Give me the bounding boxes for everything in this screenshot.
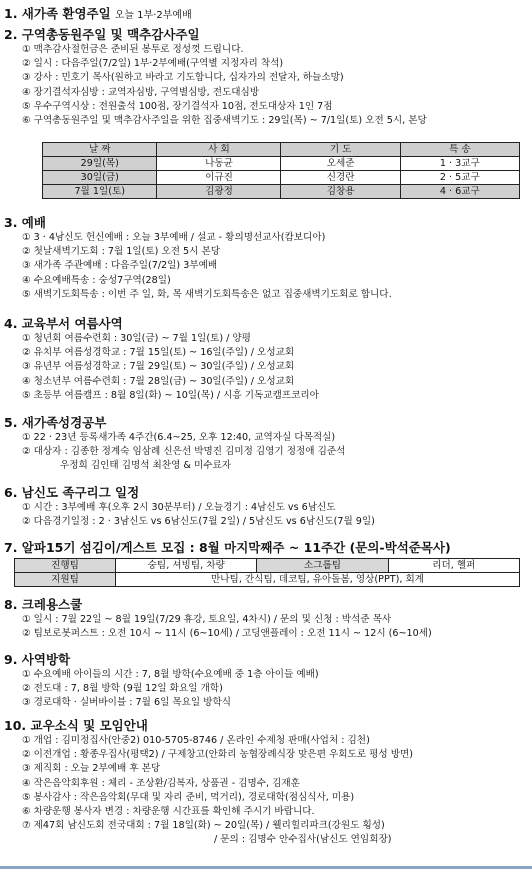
table-cell: 숭팀, 셔빙팀, 차량 [116,559,257,573]
list-item: ⑤ 새벽기도회특송 : 이번 주 일, 화, 목 새벽기도회특송은 없고 집중새벽기도회로 합니다. [22,288,392,300]
table-row [15,559,520,573]
list-item: ② 팀보로봇퍼스트 : 오전 10시 ~ 11시 (6~10세) / 고딩앤플레이 : 오전 11시 ~ 12시 (6~10세) [22,628,432,640]
table-header-row [43,143,520,157]
table-cell: 나동균 [157,157,281,171]
list-item: ③ 새가족 주관예배 : 다음주일(7/2일) 3부예배 [22,260,218,272]
table-cell: 김창용 [281,185,400,199]
list-item: ⑤ 봉사감사 : 작은음악회(무대 및 자리 준비, 먹거리), 경로대학(점심식사, 미용) [22,791,355,803]
list-item-continuation: / 문의 : 김명수 안수집사(남신도 연임회장) [214,834,392,846]
list-item: ④ 청소년부 여름수련회 : 7월 28일(금) ~ 30일(주일) / 오성교회 [22,375,295,387]
list-item: ④ 장기결석자심방 : 교역자심방, 구역별심방, 전도대심방 [22,86,260,98]
list-item: ② 이전개업 : 황종우집사(평택2) / 구제창고(안화리 농협장례식장 맞은편 우회도로 평성 방면) [22,749,413,761]
list-item: ③ 유년부 여름성경학교 : 7월 29일(토) ~ 30일(주일) / 오성교회 [22,361,295,373]
section-alpha-recruit [4,540,528,556]
table-cell: 1 · 3교구 [400,157,519,171]
list-item: ③ 강사 : 민호기 목사(원하고 바라고 기도합니다, 십자가의 전달자, 하늘소망) [22,72,344,84]
list-item-continuation: 우정희 김인태 김명석 최찬영 & 미수료자 [60,460,232,472]
section-title: 3. 예배 [4,215,46,230]
list-item: ① 일시 : 7월 22일 ~ 8월 19일(7/29 휴강, 토요일, 4차시) / 문의 및 신청 : 박석준 목사 [22,614,392,625]
list-item: ② 일시 : 다음주일(7/2일) 1부·2부예배(구역별 지정자리 착석) [22,58,284,70]
list-item: ② 다음경기일정 : 2 · 3남신도 vs 6남신도(7월 2일) / 5남신도 vs 6남신도(7월 9일) [22,516,375,528]
section-title: 5. 새가족성경공부 [4,415,107,430]
list-item: ① 22 · 23년 등록새가족 4주간(6.4~25, 오후 12:40, 교역자실 다목적실) [22,432,336,443]
section-mobilization-sunday [4,27,528,128]
section-heading: 1. 새가족 환영주일 [4,6,111,21]
list-item: ③ 경로대학 · 실버바이블 : 7월 6일 목요일 방학식 [22,697,232,709]
table-cell: 김광정 [157,185,281,199]
list-item: ① 3 · 4남신도 헌신예배 : 오늘 3부예배 / 설교 - 황의명선교사(캄보디아) [22,232,326,243]
table-cell: 지원팀 [15,573,116,587]
table-cell: 2 · 5교구 [400,171,519,185]
section-member-news [4,718,528,848]
list-item: ⑥ 구역총동원주일 및 맥추감사주일을 위한 집중새벽기도 : 29일(목) ~ 7/1일(토) 오전 5시, 본당 [22,115,427,127]
table-cell: 오세준 [281,157,400,171]
section-title: 7. 알파15기 섬김이/게스트 모집 : 8월 마지막째주 ~ 11주간 (문의-박석준목사) [4,540,451,555]
table-cell: 4 · 6교구 [400,185,519,199]
section-welcome [4,6,528,24]
table-cell: 소그룹팀 [257,559,388,573]
section-title: 6. 남신도 족구리그 일정 [4,485,140,500]
list-item: ① 개업 : 김미정집사(안중2) 010-5705-8746 / 온라인 수제청 판매(사업처 : 김천) [22,735,370,746]
section-title: 9. 사역방학 [4,652,71,667]
section-title: 8. 크레용스쿨 [4,597,83,612]
table-row [15,573,520,587]
table-cell: 만나팀, 간식팀, 데코팀, 유아돌봄, 영상(PPT), 회계 [116,573,520,587]
list-item: ① 맥추감사절헌금은 준비된 봉투로 정성껏 드립니다. [22,44,244,55]
prayer-schedule-table [42,142,520,199]
table-cell: 7월 1일(토) [43,185,157,199]
list-item: ⑦ 제47회 남신도회 전국대회 : 7월 18일(화) ~ 20일(목) / 웰리힐리파크(강원도 횡성) [22,820,385,832]
section-worship [4,215,528,302]
table-cell: 진행팀 [15,559,116,573]
section-bible-study [4,415,528,474]
list-item: ④ 수요예배특송 : 숭성7구역(28일) [22,274,171,286]
list-item: ⑤ 우수구역시상 : 전원출석 100점, 장기결석자 10점, 전도대상자 1인 7점 [22,100,333,112]
list-item: ③ 제직회 : 오늘 2부예배 후 본당 [22,763,161,775]
list-item: ⑥ 차량운행 봉사자 변경 : 차량운행 시간표를 확인해 주시기 바랍니다. [22,806,315,818]
list-item: ⑤ 초등부 여름캠프 : 8월 8일(화) ~ 10일(목) / 시흥 기독교캠프코리아 [22,389,319,401]
table-cell: 30일(금) [43,171,157,185]
column-header: 기 도 [281,143,400,157]
list-item: ② 대상자 : 김종한 정계숙 임삼례 신은선 박명진 김미정 김영기 정정애 김준석 [22,446,346,458]
section-title: 10. 교우소식 및 모임안내 [4,718,148,733]
section-football-league [4,485,528,529]
section-ministry-break [4,652,528,711]
list-item: ④ 작은음악회후원 : 체리 - 조상환/김복자, 상품권 - 김명수, 김재훈 [22,777,300,789]
table-cell: 신경란 [281,171,400,185]
table-cell: 이규진 [157,171,281,185]
column-header: 특 송 [400,143,519,157]
section-summer-ministry [4,316,528,403]
section-subtitle: 오늘 1부·2부예배 [114,10,192,21]
table-row [43,171,520,185]
section-title: 4. 교육부서 여름사역 [4,316,123,331]
table-cell: 리더, 헬퍼 [388,559,519,573]
table-row [43,157,520,171]
table-cell: 29일(목) [43,157,157,171]
list-item: ② 첫날새벽기도회 : 7월 1일(토) 오전 5시 본당 [22,246,220,258]
list-item: ② 유치부 여름성경학교 : 7월 15일(토) ~ 16일(주일) / 오성교회 [22,347,295,359]
list-item: ① 시간 : 3부예배 후(오후 2시 30분부터) / 오늘경기 : 4남신도 vs 6남신도 [22,502,336,513]
table-row [43,185,520,199]
section-title: 2. 구역총동원주일 및 맥추감사주일 [4,27,200,42]
list-item: ② 전도대 : 7, 8월 방학 (9월 12일 화요일 개학) [22,683,223,695]
list-item: ① 수요예배 아이들의 시간 : 7, 8월 방학(수요예배 중 1층 아이들 예배) [22,669,319,680]
list-item: ① 청년회 여름수련회 : 30일(금) ~ 7월 1일(토) / 양평 [22,333,251,344]
alpha-team-table [14,558,520,587]
column-header: 사 회 [157,143,281,157]
column-header: 날 짜 [43,143,157,157]
section-title [4,6,528,24]
section-crayon-school [4,597,528,641]
